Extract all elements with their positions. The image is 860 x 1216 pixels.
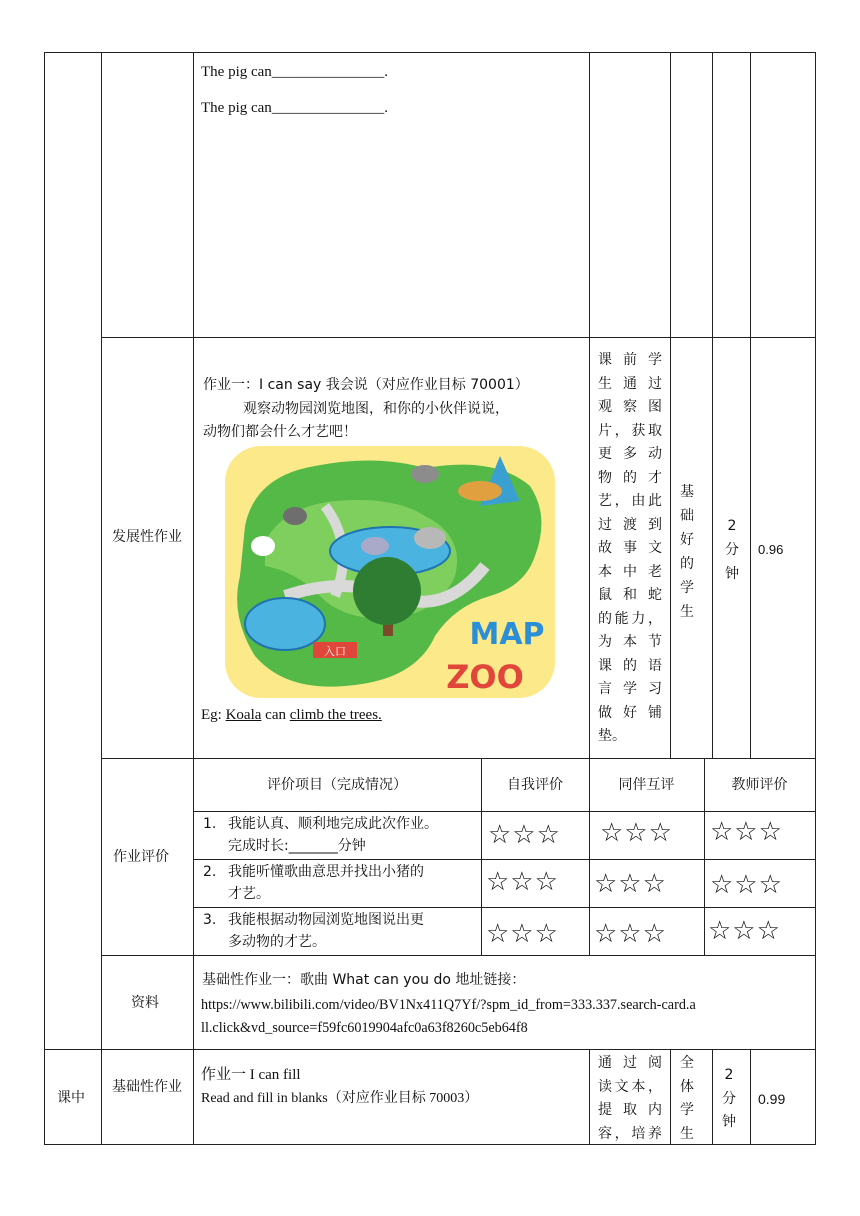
eval-item-3-line1: 我能根据动物园浏览地图说出更 [228, 912, 424, 928]
purpose-line: 故事文 [598, 540, 662, 556]
purpose-line: 通过阅 [598, 1055, 662, 1071]
audience-char: 的 [680, 556, 694, 572]
example-action: climb the trees. [289, 707, 382, 723]
audience-char: 础 [680, 508, 694, 524]
eval-header-peer: 同伴互评 [618, 777, 675, 793]
purpose-line: 做好铺 [598, 704, 662, 721]
eval-row2-divider [193, 907, 816, 908]
table-border-bottom [44, 1144, 816, 1145]
col-divider-purpose-top [670, 52, 671, 759]
purpose-line: 垫。 [598, 728, 626, 744]
duration-label: 完成时长: [228, 838, 289, 854]
col-divider-time-top [750, 52, 751, 759]
peer-rating-stars-1[interactable]: ☆☆☆ [600, 818, 673, 848]
time-unit-char: 钟 [722, 1114, 736, 1130]
eval-header-self: 自我评价 [507, 777, 563, 793]
col-divider-content-bottom [589, 1049, 590, 1145]
dev-example-line [201, 704, 382, 726]
table-border-top [44, 52, 816, 53]
purpose-line: 课前学 [598, 352, 662, 368]
resource-line1: 基础性作业一：歌曲 What can you do 地址链接： [202, 972, 526, 988]
eval-header-item: 评价项目（完成情况） [267, 777, 407, 793]
audience-char: 基 [680, 484, 694, 500]
purpose-line: 观察图 [598, 399, 662, 415]
teacher-rating-stars-3[interactable]: ☆☆☆ [708, 916, 781, 946]
row-divider-top-dev [101, 337, 816, 338]
col-divider-label [193, 52, 194, 1145]
time-unit-char: 分 [725, 542, 739, 558]
resource-link-line2[interactable]: ll.click&vd_source=f59fc6019904afc0a63f8260c5eb64f8 [201, 1020, 528, 1036]
eval-header-divider [193, 811, 816, 812]
purpose-line: 为本节 [598, 634, 662, 650]
duration-unit: 分钟 [337, 838, 366, 854]
purpose-line: 课的语 [598, 657, 662, 674]
bottom-task-line2: Read and fill in blanks（对应作业目标 70003） [201, 1091, 479, 1106]
teacher-rating-stars-2[interactable]: ☆☆☆ [710, 870, 783, 900]
row-divider-resource-bottom [44, 1049, 816, 1050]
dev-task-title: 作业一：I can say 我会说（对应作业目标 70001） [203, 377, 529, 393]
eval-item-3-number: 3. [203, 912, 217, 928]
duration-blank[interactable]: _______ [288, 838, 338, 854]
audience-char: 生 [680, 604, 694, 620]
eval-item-1-line2 [228, 835, 366, 857]
purpose-line: 过渡到 [598, 516, 662, 533]
col-divider-purpose-bottom [670, 1049, 671, 1145]
purpose-line: 物的才 [598, 469, 662, 486]
bottom-task-line1: 作业一 I can fill [201, 1067, 301, 1083]
purpose-line: 鼠和蛇 [598, 587, 662, 603]
self-rating-stars-1[interactable]: ☆☆☆ [488, 820, 561, 850]
purpose-line: 更多动 [598, 446, 662, 462]
purpose-line: 提取内 [598, 1102, 662, 1118]
audience-char: 学 [680, 1102, 694, 1118]
self-rating-stars-2[interactable]: ☆☆☆ [486, 867, 559, 897]
audience-char: 全 [680, 1055, 694, 1071]
map-title-map: MAP [469, 617, 545, 652]
bottom-audience-text [679, 1052, 695, 1146]
dev-time-text [724, 514, 740, 586]
eval-item-1-number: 1. [203, 816, 217, 832]
example-mid: can [261, 707, 290, 723]
entrance-sign-text: 入口 [324, 645, 346, 658]
purpose-line: 艺，由此 [598, 493, 662, 509]
purpose-line: 言学习 [598, 681, 662, 697]
eval-item-2-line2: 才艺。 [228, 886, 270, 902]
audience-char: 体 [680, 1078, 694, 1095]
purpose-line: 的能力， [598, 610, 662, 627]
eval-row1-divider [193, 859, 816, 860]
time-unit-char: 钟 [725, 566, 739, 582]
audience-char: 学 [680, 580, 694, 596]
purpose-line: 生通过 [598, 375, 662, 392]
example-subject: Koala [225, 707, 262, 723]
col-divider-content-top [589, 52, 590, 759]
peer-rating-stars-3[interactable]: ☆☆☆ [594, 919, 667, 949]
teacher-rating-stars-1[interactable]: ☆☆☆ [710, 817, 783, 847]
zoo-map-image [225, 446, 555, 698]
table-border-left [44, 52, 45, 1145]
col-divider-phase [101, 52, 102, 1145]
eval-item-3-line2: 多动物的才艺。 [228, 934, 326, 950]
row-divider-dev-eval [101, 758, 816, 759]
phase-label: 课中 [57, 1090, 85, 1106]
bottom-time-text [721, 1064, 737, 1135]
audience-char: 好 [680, 532, 694, 548]
time-unit-char: 分 [722, 1090, 736, 1107]
audience-char: 生 [680, 1125, 694, 1142]
map-title-zoo: ZOO [446, 658, 524, 696]
table-border-right [815, 52, 816, 1145]
peer-rating-stars-2[interactable]: ☆☆☆ [594, 869, 667, 899]
dev-score: 0.96 [758, 542, 784, 557]
resource-label: 资料 [131, 995, 159, 1011]
dev-purpose-text [598, 349, 662, 749]
col-divider-audience-top [712, 52, 713, 759]
basic-homework-label: 基础性作业 [112, 1079, 182, 1095]
col-divider-audience-bottom [712, 1049, 713, 1145]
resource-link-line1[interactable]: https://www.bilibili.com/video/BV1Nx411Q7Yf/?spm_id_from=333.337.search-card.a [201, 997, 696, 1013]
eval-item-1-line1: 我能认真、顺利地完成此次作业。 [228, 816, 438, 832]
time-value: 2 [724, 1067, 734, 1083]
dev-task-line2: 观察动物园浏览地图，和你的小伙伴说说， [243, 401, 509, 417]
dev-audience-text [679, 480, 695, 624]
purpose-line: 本中老 [598, 563, 662, 580]
zoo-map-svg [225, 446, 555, 698]
purpose-line: 容，培养 [598, 1125, 662, 1142]
eval-item-2-line1: 我能听懂歌曲意思并找出小猪的 [228, 864, 424, 880]
pig-can-line-1: The pig can_______________. [201, 64, 389, 80]
dev-task-line3: 动物们都会什么才艺吧！ [203, 424, 357, 440]
purpose-line: 片，获取 [598, 422, 662, 439]
eval-header-teacher: 教师评价 [731, 777, 788, 793]
eval-item-2-number: 2. [203, 864, 217, 880]
self-rating-stars-3[interactable]: ☆☆☆ [486, 919, 559, 949]
col-divider-time-bottom [750, 1049, 751, 1145]
purpose-line: 读文本， [598, 1078, 662, 1095]
bottom-purpose-text [598, 1052, 662, 1146]
time-value: 2 [727, 518, 737, 534]
pig-can-line-2: The pig can_______________. [201, 100, 389, 116]
dev-homework-label: 发展性作业 [112, 529, 182, 545]
bottom-score: 0.99 [758, 1091, 786, 1107]
eval-label: 作业评价 [113, 849, 169, 865]
row-divider-eval-resource [101, 955, 816, 956]
example-prefix: Eg: [201, 707, 226, 723]
